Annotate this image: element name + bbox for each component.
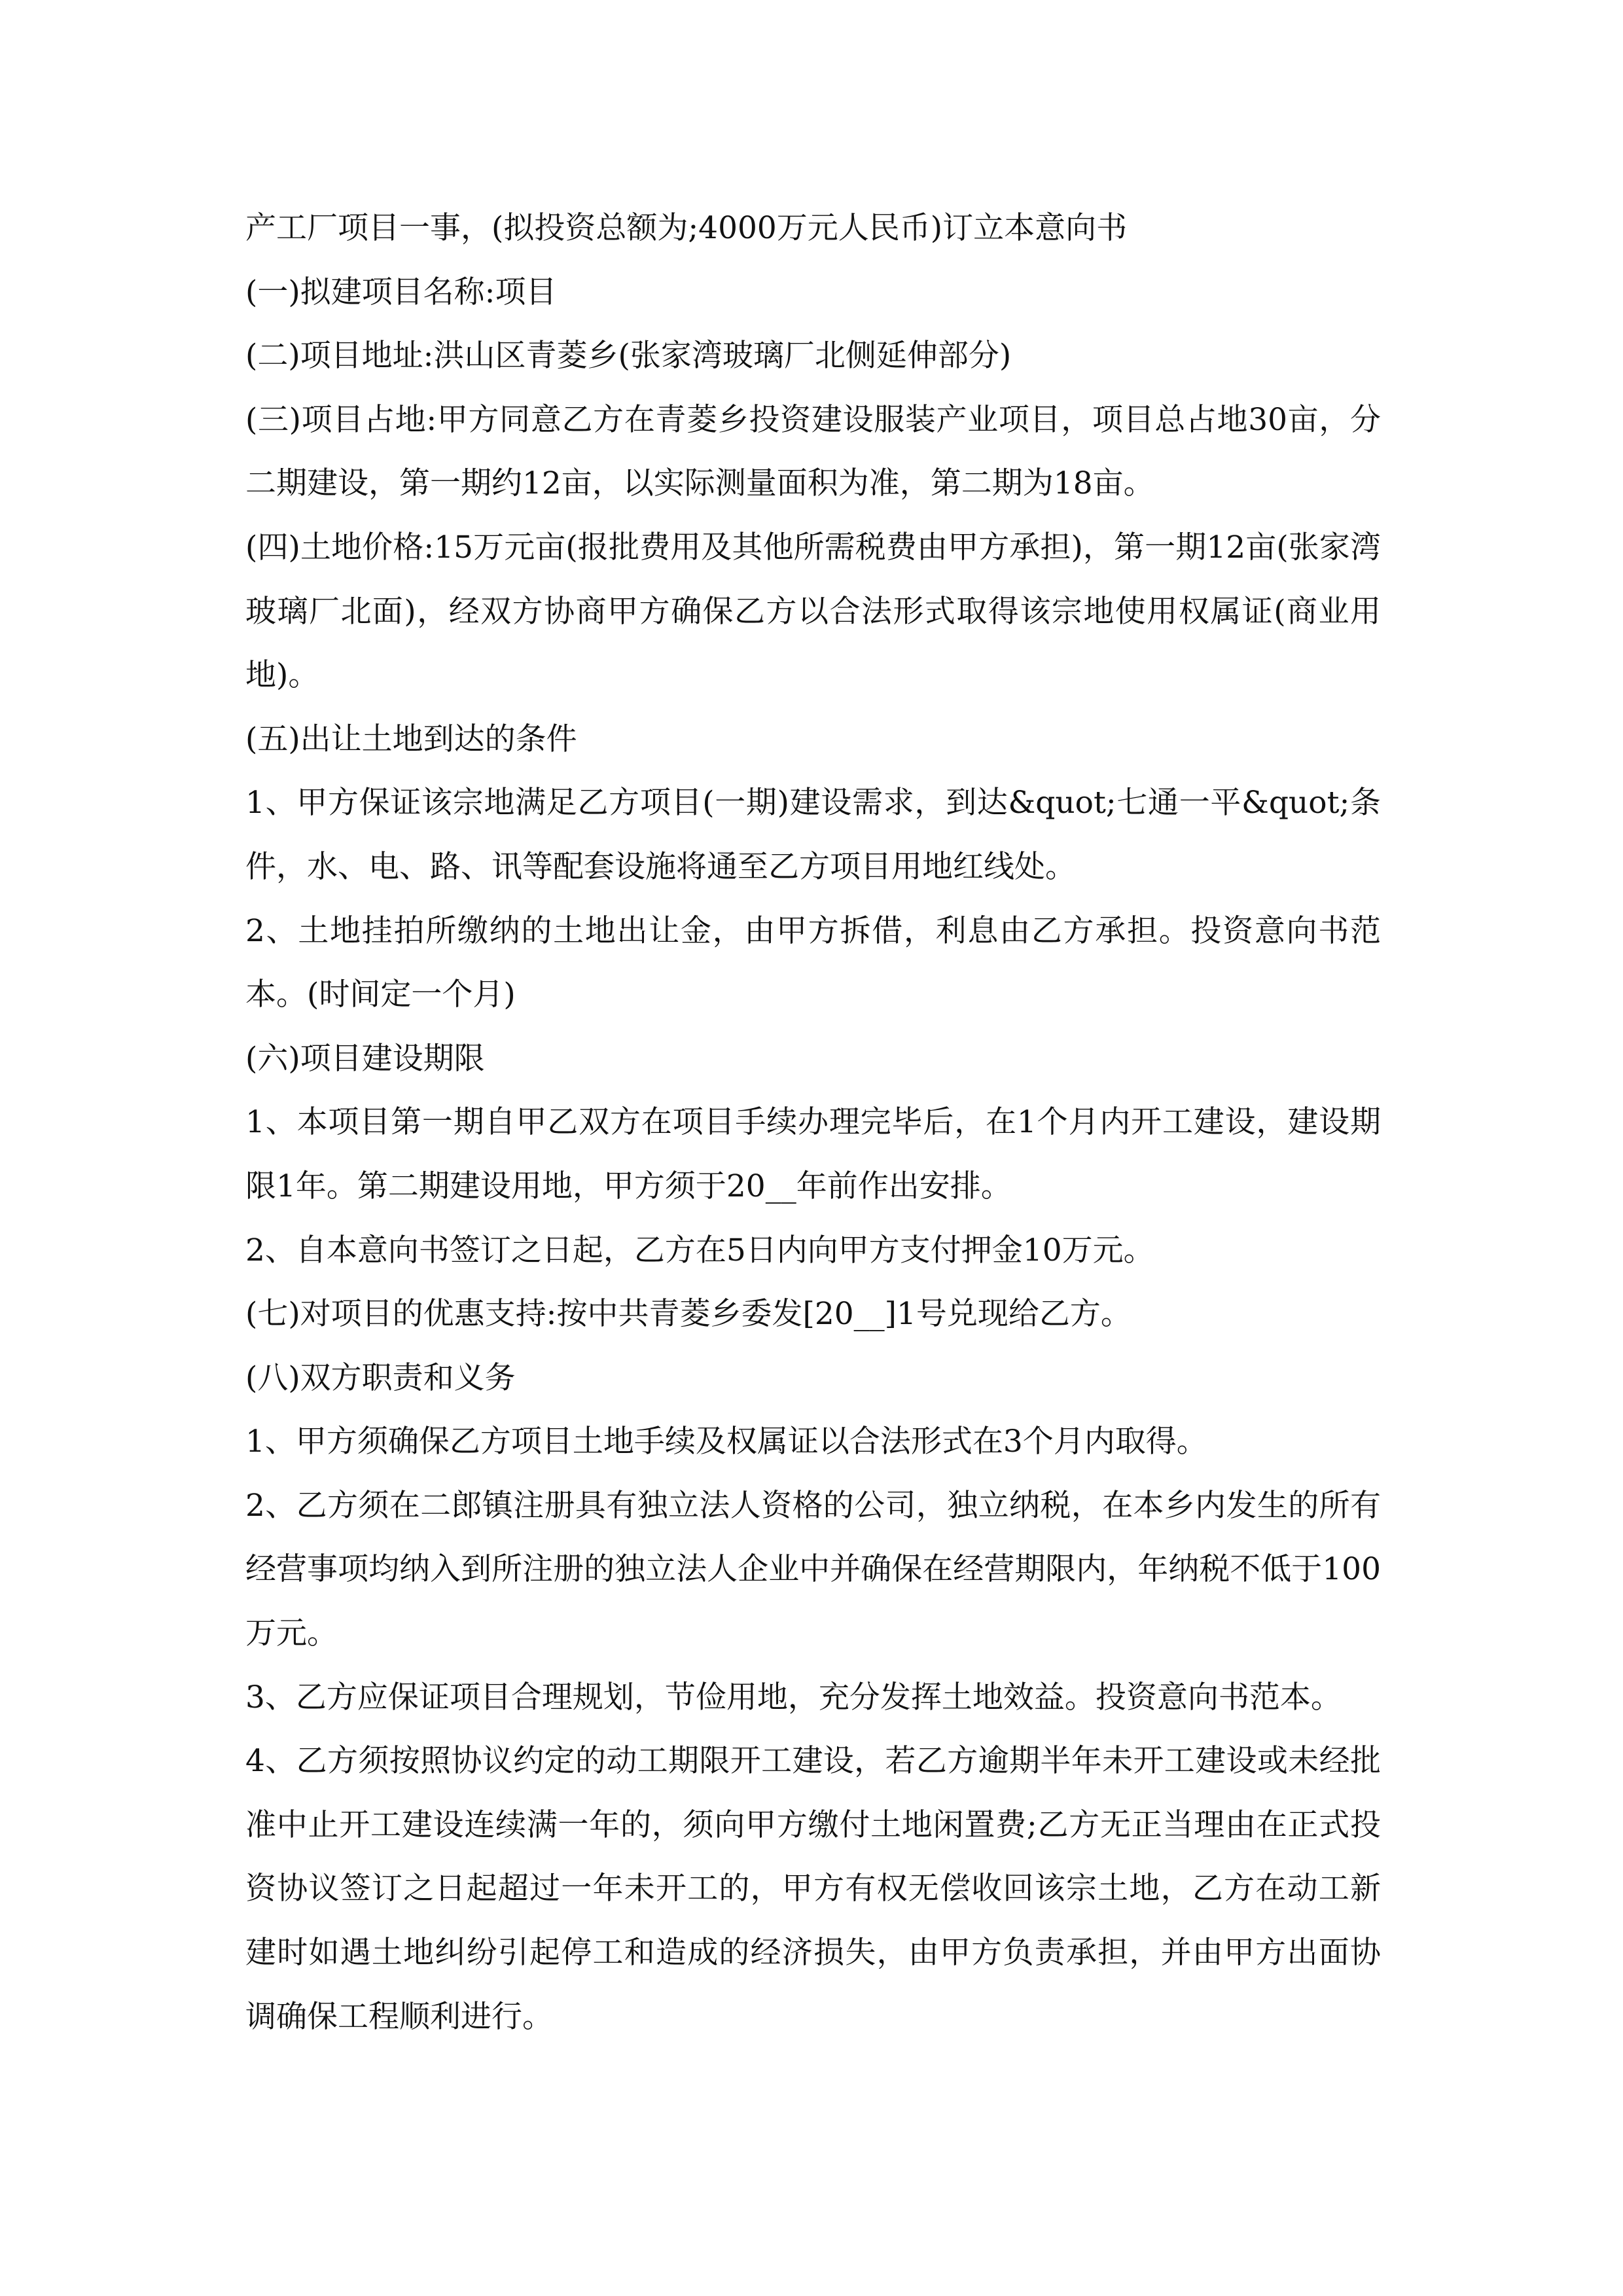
paragraph-item: 1、本项目第一期自甲乙双方在项目手续办理完毕后，在1个月内开工建设，建设期限1年。第二期建设用地，甲方须于20__年前作出安排。	[245, 1104, 1381, 1204]
paragraph-section-5: (五)出让土地到达的条件	[245, 721, 577, 757]
paragraph-section-7: (七)对项目的优惠支持:按中共青菱乡委发[20__]1号兑现给乙方。	[245, 1296, 1132, 1333]
paragraph-item: 4、乙方须按照协议约定的动工期限开工建设，若乙方逾期半年未开工建设或未经批准中止开工建设连续满一年的，须向甲方缴付土地闲置费;乙方无正当理由在正式投资协议签订之日起超过一年未开工的，甲方有权无偿收回该宗土地，乙方在动工新建时如遇土地纠纷引起停工和造成的经济损失，由甲方负责承担，并由甲方出面协调确保工程顺利进行。	[245, 1743, 1381, 2035]
paragraph-section-1: (一)拟建项目名称:项目	[245, 274, 557, 310]
paragraph-item: 1、甲方须确保乙方项目土地手续及权属证以合法形式在3个月内取得。	[245, 1424, 1207, 1460]
paragraph-section-2: (二)项目地址:洪山区青菱乡(张家湾玻璃厂北侧延伸部分)	[245, 338, 1012, 374]
paragraph-item: 2、土地挂拍所缴纳的土地出让金，由甲方拆借，利息由乙方承担。投资意向书范本。(时间定一个月)	[245, 912, 1381, 1013]
paragraph-item: 2、乙方须在二郎镇注册具有独立法人资格的公司，独立纳税，在本乡内发生的所有经营事项均纳入到所注册的独立法人企业中并确保在经营期限内，年纳税不低于100万元。	[245, 1487, 1381, 1652]
document-body	[245, 196, 1381, 2049]
paragraph-section-3: (三)项目占地:甲方同意乙方在青菱乡投资建设服装产业项目，项目总占地30亩，分二期建设，第一期约12亩，以实际测量面积为准，第二期为18亩。	[245, 401, 1381, 502]
paragraph-section-6: (六)项目建设期限	[245, 1040, 485, 1077]
paragraph-intro: 产工厂项目一事，(拟投资总额为;4000万元人民币)订立本意向书	[245, 210, 1128, 246]
paragraph-item: 3、乙方应保证项目合理规划，节俭用地，充分发挥土地效益。投资意向书范本。	[245, 1679, 1342, 1715]
paragraph-item: 1、甲方保证该宗地满足乙方项目(一期)建设需求，到达&quot;七通一平&quot;条件，水、电、路、讯等配套设施将通至乙方项目用地红线处。	[245, 785, 1381, 885]
paragraph-item: 2、自本意向书签订之日起，乙方在5日内向甲方支付押金10万元。	[245, 1232, 1154, 1268]
paragraph-section-8: (八)双方职责和义务	[245, 1359, 516, 1396]
paragraph-section-4: (四)土地价格:15万元亩(报批费用及其他所需税费由甲方承担)，第一期12亩(张家湾玻璃厂北面)，经双方协商甲方确保乙方以合法形式取得该宗地使用权属证(商业用地)。	[245, 529, 1381, 694]
